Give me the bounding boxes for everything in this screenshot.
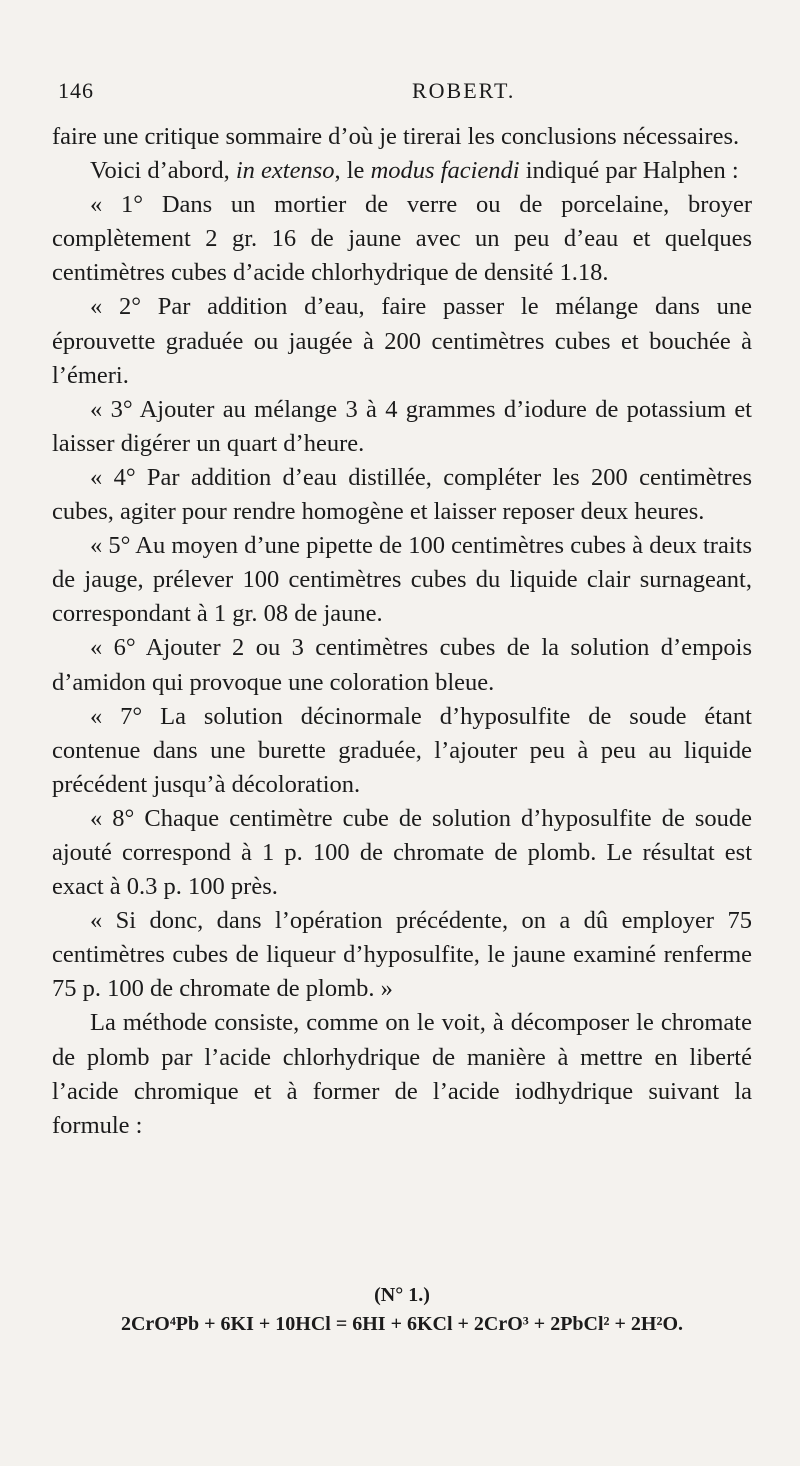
conclusion-quote: « Si donc, dans l’opération précédente, on a dû employer 75 centimètres cubes de liqueur d’hyposulfite, le jaune examiné renferme 75 p. 100 de chromate de plomb. » (52, 907, 752, 1003)
method-explanation: La méthode consiste, comme on le voit, à décomposer le chromate de plomb par l’acide chlorhydrique de manière à mettre en liberté l’acide chromique et à former de l’acide iodhydrique suivant la formule : (52, 1009, 752, 1139)
paragraph-intro (52, 154, 752, 188)
intro-italic-1: in extenso (235, 157, 335, 185)
step-6: « 6° Ajouter 2 ou 3 centimètres cubes de la solution d’empois d’amidon qui provoque une coloration bleue. (52, 634, 752, 696)
page-number: 146 (58, 78, 94, 103)
step-7: « 7° La solution décinormale d’hyposulfite de soude étant contenue dans une burette graduée, l’ajouter peu à peu au liquide précédent jusqu’à décoloration. (52, 702, 752, 798)
paragraph-continuation: faire une critique sommaire d’où je tirerai les conclusions nécessaires. (52, 123, 740, 150)
intro-text-2: , le (334, 157, 371, 185)
intro-text-3: indiqué par Halphen : (519, 157, 739, 185)
body-text (52, 120, 752, 1143)
formula-label: (N° 1.) (374, 1284, 430, 1306)
step-2: « 2° Par addition d’eau, faire passer le mélange dans une éprouvette graduée ou jaugée à 200 centimètres cubes et bouchée à l’émeri. (52, 293, 752, 389)
formula-block (52, 1284, 752, 1336)
intro-italic-2: modus faciendi (370, 157, 520, 185)
step-3: « 3° Ajouter au mélange 3 à 4 grammes d’iodure de potassium et laisser digérer un quart d’heure. (52, 395, 752, 457)
step-1: « 1° Dans un mortier de verre ou de porcelaine, broyer complètement 2 gr. 16 de jaune avec un peu d’eau et quelques centimètres cubes d’acide chlorhydrique de densité 1.18. (52, 191, 752, 287)
intro-text-1: Voici d’abord, (90, 157, 236, 185)
running-head: ROBERT. (412, 78, 516, 103)
page-header (52, 78, 748, 108)
step-5: « 5° Au moyen d’une pipette de 100 centimètres cubes à deux traits de jauge, prélever 100 centimètres cubes du liquide clair surnageant, correspondant à 1 gr. 08 de jaune. (52, 532, 752, 628)
step-8: « 8° Chaque centimètre cube de solution d’hyposulfite de soude ajouté correspond à 1 p. 100 de chromate de plomb. Le résultat est exact à 0.3 p. 100 près. (52, 804, 752, 901)
step-4: « 4° Par addition d’eau distillée, compléter les 200 centimètres cubes, agiter pour rendre homogène et laisser reposer deux heures. (52, 463, 752, 526)
chemical-equation: 2CrO⁴Pb + 6KI + 10HCl = 6HI + 6KCl + 2CrO³ + 2PbCl² + 2H²O. (120, 1313, 684, 1335)
